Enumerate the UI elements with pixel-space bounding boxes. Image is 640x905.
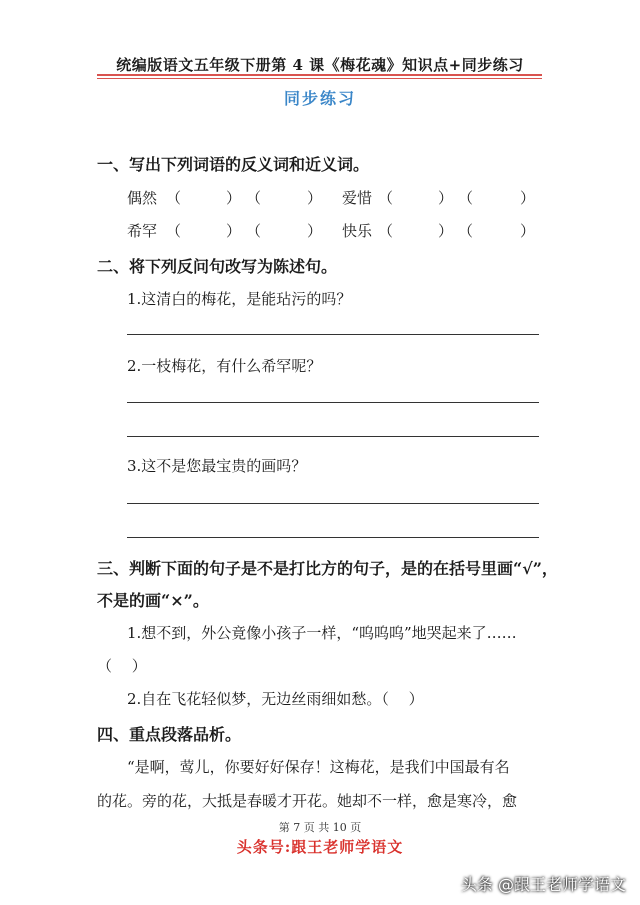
section-heading-3-cont: 不是的画“×”。	[97, 591, 209, 610]
passage-line-1: “是啊，莺儿，你要好好保存！这梅花，是我们中国最有名	[127, 758, 510, 776]
header-rule-thick	[97, 74, 542, 76]
question-3: 3.这不是您最宝贵的画吗？	[127, 457, 307, 475]
judge-question-2: 2.自在飞花轻似梦，无边丝雨细如愁。（ ）	[127, 690, 424, 708]
passage-line-2: 的花。旁的花，大抵是春暖才开花。她却不一样，愈是寒冷，愈	[97, 792, 518, 810]
section-heading-1: 一、写出下列词语的反义词和近义词。	[97, 155, 370, 174]
answer-paren-open: （	[458, 189, 474, 207]
answer-paren-open: （	[166, 222, 182, 240]
page-title: 同步练习	[283, 89, 356, 108]
answer-paren-close: ）	[307, 189, 323, 207]
answer-paren-close: ）	[520, 189, 536, 207]
judge-question-1: 1.想不到，外公竟像小孩子一样，“呜呜呜”地哭起来了……	[127, 624, 517, 642]
answer-paren-open: （	[378, 189, 394, 207]
answer-paren-close: ）	[520, 222, 536, 240]
word-item: 偶然	[127, 189, 158, 207]
word-item: 爱惜	[342, 189, 373, 207]
answer-paren-open: （	[246, 189, 262, 207]
question-1: 1.这清白的梅花，是能玷污的吗？	[127, 290, 352, 308]
word-item: 快乐	[342, 222, 373, 240]
judge-answer-paren: （ ）	[97, 657, 147, 675]
answer-line	[127, 402, 539, 403]
answer-line	[127, 503, 539, 504]
watermark: 头条 @跟王老师学语文	[460, 875, 626, 894]
brand-label: 头条号:跟王老师学语文	[236, 838, 404, 856]
answer-paren-open: （	[458, 222, 474, 240]
answer-paren-close: ）	[226, 222, 242, 240]
document-header: 统编版语文五年级下册第 4 课《梅花魂》知识点+同步练习	[116, 56, 524, 74]
answer-paren-open: （	[166, 189, 182, 207]
page-number: 第 7 页 共 10 页	[278, 821, 362, 834]
answer-paren-open: （	[246, 222, 262, 240]
answer-line	[127, 436, 539, 437]
section-heading-2: 二、将下列反问句改写为陈述句。	[97, 257, 338, 276]
answer-line	[127, 334, 539, 335]
section-heading-3: 三、判断下面的句子是不是打比方的句子，是的在括号里画“√”，	[97, 559, 558, 578]
answer-paren-close: ）	[438, 189, 454, 207]
header-rule-thin	[97, 78, 542, 79]
question-2: 2.一枝梅花，有什么希罕呢？	[127, 357, 322, 375]
answer-paren-close: ）	[307, 222, 323, 240]
answer-line	[127, 537, 539, 538]
section-heading-4: 四、重点段落品析。	[97, 725, 242, 744]
answer-paren-close: ）	[438, 222, 454, 240]
word-item: 希罕	[127, 222, 158, 240]
answer-paren-open: （	[378, 222, 394, 240]
answer-paren-close: ）	[226, 189, 242, 207]
